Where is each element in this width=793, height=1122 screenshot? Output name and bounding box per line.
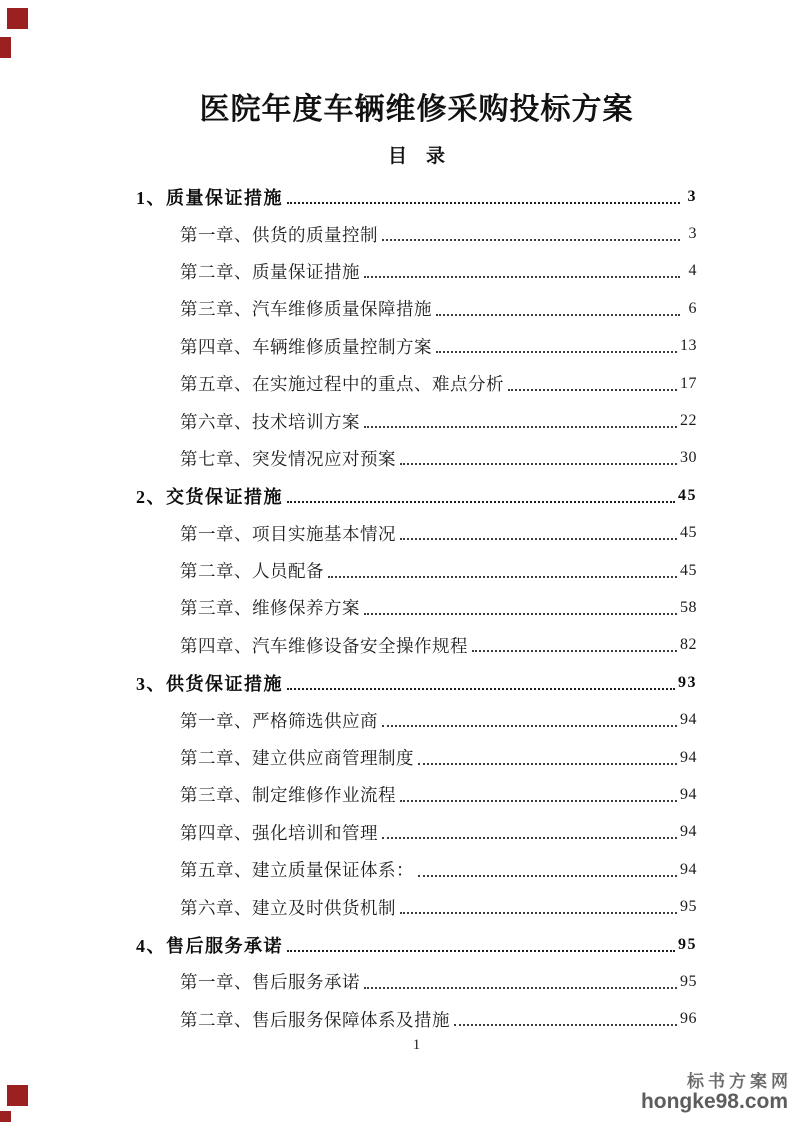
toc-entry [136, 664, 697, 701]
toc-entry-label: 第一章、项目实施基本情况 [180, 523, 396, 544]
toc-entry-page: 4 [688, 262, 697, 280]
dot-leader [400, 526, 677, 540]
toc-entry [136, 215, 697, 252]
toc-entry-page: 94 [680, 785, 697, 803]
dot-leader [454, 1012, 677, 1026]
toc-entry [136, 328, 697, 365]
toc-entry-label: 第五章、在实施过程中的重点、难点分析 [180, 374, 504, 395]
watermark-site-url: hongke98.com [640, 1089, 788, 1113]
toc-entry-page: 45 [678, 486, 697, 504]
dot-leader [436, 339, 677, 353]
toc-entry-page: 45 [680, 561, 697, 579]
toc-entry-label: 第三章、汽车维修质量保障措施 [180, 299, 432, 320]
toc-entry [136, 477, 697, 514]
dot-leader [418, 863, 677, 877]
corner-mark-bottom-left-small [0, 1111, 11, 1122]
toc-entry [136, 515, 697, 552]
toc-entry [136, 440, 697, 477]
dot-leader [364, 601, 677, 615]
toc-entry-label: 第二章、质量保证措施 [180, 261, 360, 282]
toc-entry [136, 589, 697, 626]
toc-entry-label: 第四章、强化培训和管理 [180, 822, 378, 843]
toc-entry-label: 第六章、建立及时供货机制 [180, 897, 396, 918]
toc-entry-page: 95 [680, 898, 697, 916]
dot-leader [287, 676, 675, 690]
toc-entry-page: 94 [680, 823, 697, 841]
toc-entry-label: 2、交货保证措施 [136, 486, 283, 507]
dot-leader [400, 451, 677, 465]
document-title: 医院年度车辆维修采购投标方案 [199, 93, 634, 126]
toc-entry-page: 93 [678, 673, 697, 691]
toc-entry-page: 17 [680, 374, 697, 392]
toc-entry-label: 第二章、售后服务保障体系及措施 [180, 1009, 450, 1030]
dot-leader [400, 788, 677, 802]
toc-entry [136, 851, 697, 888]
toc-entry [136, 888, 697, 925]
dot-leader [436, 302, 680, 316]
toc-entry [136, 365, 697, 402]
toc-entry-page: 13 [680, 337, 697, 355]
toc-entry [136, 290, 697, 327]
toc-entry [136, 926, 697, 963]
corner-mark-top-left-small [0, 37, 11, 58]
toc-entry-label: 4、售后服务承诺 [136, 935, 283, 956]
toc-entry-label: 第四章、车辆维修质量控制方案 [180, 336, 432, 357]
toc-entry-label: 第六章、技术培训方案 [180, 411, 360, 432]
dot-leader [382, 825, 677, 839]
toc-entry-page: 22 [680, 412, 697, 430]
toc-entry-page: 95 [678, 935, 697, 953]
toc-list [136, 178, 697, 1038]
toc-entry [136, 1001, 697, 1038]
watermark-site-name: 标书方案网 [687, 1072, 792, 1092]
toc-entry-label: 第一章、售后服务承诺 [180, 972, 360, 993]
toc-entry [136, 178, 697, 215]
dot-leader [287, 190, 680, 204]
dot-leader [287, 489, 675, 503]
dot-leader [472, 638, 677, 652]
toc-heading: 目 录 [387, 146, 445, 167]
toc-entry-label: 第二章、人员配备 [180, 561, 324, 582]
toc-entry-label: 3、供货保证措施 [136, 673, 283, 694]
toc-entry-label: 第一章、供货的质量控制 [180, 224, 378, 245]
toc-entry-label: 第一章、严格筛选供应商 [180, 710, 378, 731]
dot-leader [418, 751, 677, 765]
dot-leader [328, 564, 677, 578]
dot-leader [382, 713, 677, 727]
toc-entry-page: 94 [680, 748, 697, 766]
toc-entry-page: 94 [680, 711, 697, 729]
toc-entry [136, 776, 697, 813]
document-body [136, 0, 697, 1054]
toc-entry-label: 第五章、建立质量保证体系： [180, 860, 414, 881]
toc-entry [136, 739, 697, 776]
toc-entry [136, 814, 697, 851]
dot-leader [287, 938, 675, 952]
dot-leader [364, 975, 677, 989]
toc-entry-page: 96 [680, 1010, 697, 1028]
toc-entry-page: 30 [680, 449, 697, 467]
dot-leader [364, 414, 677, 428]
page-number: 1 [412, 1036, 421, 1053]
toc-entry-label: 第三章、制定维修作业流程 [180, 785, 396, 806]
toc-entry-page: 45 [680, 524, 697, 542]
toc-entry [136, 627, 697, 664]
toc-entry-label: 第三章、维修保养方案 [180, 598, 360, 619]
dot-leader [508, 377, 677, 391]
dot-leader [400, 900, 677, 914]
toc-entry-label: 第二章、建立供应商管理制度 [180, 748, 414, 769]
site-watermark [640, 1072, 792, 1113]
toc-entry [136, 701, 697, 738]
toc-entry-page: 3 [688, 225, 697, 243]
toc-entry-page: 82 [680, 636, 697, 654]
toc-entry-label: 1、质量保证措施 [136, 187, 283, 208]
toc-entry-page: 6 [688, 299, 697, 317]
toc-entry [136, 963, 697, 1000]
toc-entry [136, 253, 697, 290]
toc-entry-page: 58 [680, 598, 697, 616]
toc-entry-page: 3 [687, 187, 697, 205]
toc-entry-page: 95 [680, 972, 697, 990]
toc-entry-label: 第四章、汽车维修设备安全操作规程 [180, 635, 468, 656]
toc-entry-page: 94 [680, 860, 697, 878]
dot-leader [364, 264, 680, 278]
corner-mark-top-left [7, 8, 28, 29]
dot-leader [382, 227, 680, 241]
toc-entry [136, 552, 697, 589]
corner-mark-bottom-left [7, 1085, 28, 1106]
toc-entry-label: 第七章、突发情况应对预案 [180, 448, 396, 469]
toc-entry [136, 402, 697, 439]
